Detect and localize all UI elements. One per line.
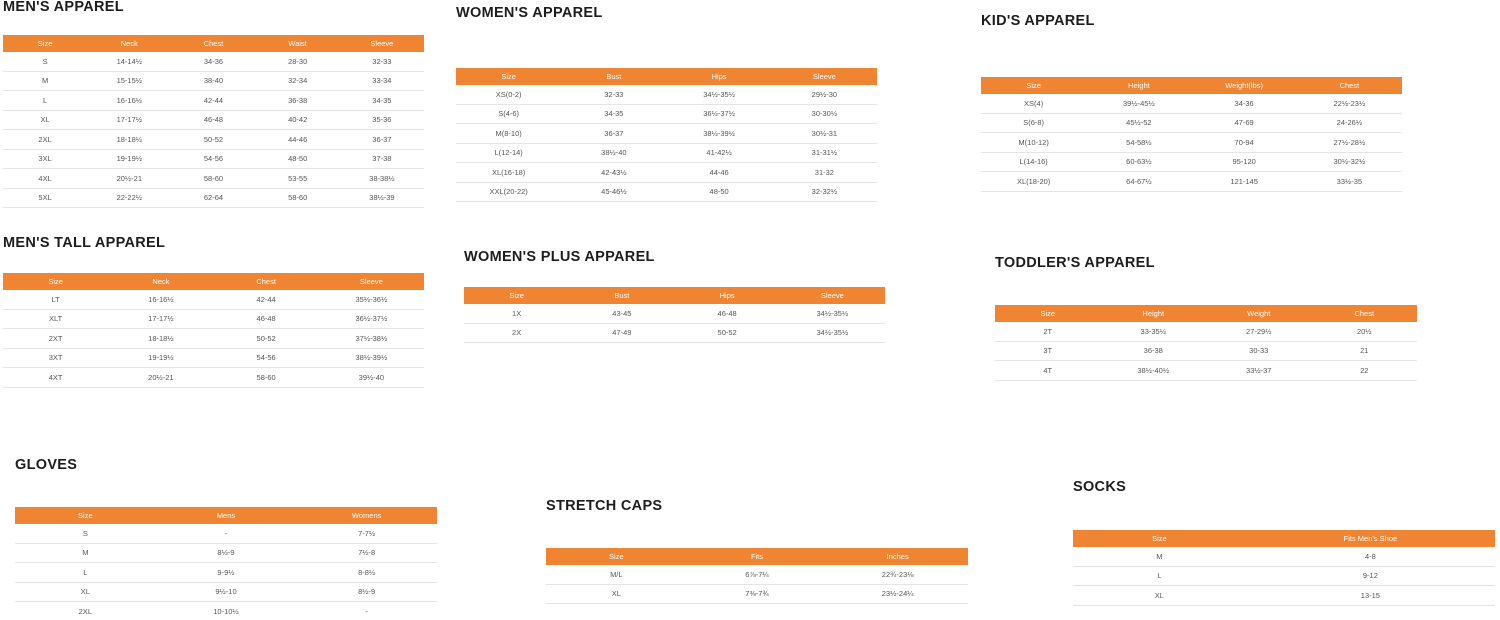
table-cell: 4XT [3, 368, 108, 388]
table-cell: 36½-37½ [667, 104, 772, 124]
table-cell: 21 [1312, 341, 1418, 361]
table-cell: 17-17½ [87, 110, 171, 130]
table-cell: 1X [464, 304, 569, 323]
column-header: Size [981, 77, 1086, 94]
table-cell: S(6-8) [981, 113, 1086, 133]
table-cell: 9-9½ [156, 563, 297, 583]
table-cell: 9½-10 [156, 582, 297, 602]
section-title-socks: SOCKS [1073, 479, 1127, 495]
column-header: Sleeve [340, 35, 424, 52]
table-cell: 8½-9 [296, 582, 437, 602]
table-cell: 54-58½ [1086, 133, 1191, 153]
table-cell: 95-120 [1192, 152, 1297, 172]
header-row [3, 273, 424, 290]
table-cell: 33-34 [340, 71, 424, 91]
table-cell: XLT [3, 309, 108, 329]
column-header: Sleeve [780, 287, 885, 304]
table-row [1073, 566, 1495, 586]
table-cell: 32-33 [561, 85, 666, 104]
table-cell: 4T [995, 361, 1101, 381]
table-cell: 46-48 [675, 304, 780, 323]
section-title-womens-apparel: WOMEN'S APPAREL [456, 5, 603, 21]
table-cell: 3XL [3, 149, 87, 169]
table-cell: 35-36 [340, 110, 424, 130]
table-row [456, 104, 877, 124]
table-row [464, 323, 885, 343]
table-cell: 53-55 [256, 169, 340, 189]
table-cell: 34½-35½ [667, 85, 772, 104]
table-cell: 37-38 [340, 149, 424, 169]
column-header: Mens [156, 507, 297, 524]
toddlers-apparel-table [995, 305, 1417, 381]
table-cell: 38½-40 [561, 143, 666, 163]
table-row [546, 584, 968, 604]
table-row [3, 368, 424, 388]
table-cell: 33½-35 [1297, 172, 1402, 192]
table-cell: 34-35 [561, 104, 666, 124]
table-cell: 20½-21 [87, 169, 171, 189]
table-cell: 42-43½ [561, 163, 666, 183]
column-header: Height [1086, 77, 1191, 94]
table-row [3, 290, 424, 309]
table-cell: 48-50 [256, 149, 340, 169]
column-header: Hips [667, 68, 772, 85]
table-row [3, 309, 424, 329]
section-title-gloves: GLOVES [15, 457, 78, 473]
table-cell: XL [15, 582, 156, 602]
table-row [3, 329, 424, 349]
table-cell: 47-69 [1192, 113, 1297, 133]
table-cell: XL [546, 584, 687, 604]
table-cell: 48-50 [667, 182, 772, 202]
table-cell: 47-49 [569, 323, 674, 343]
table-row [456, 124, 877, 144]
table-row [456, 143, 877, 163]
table-cell: 2XT [3, 329, 108, 349]
table-row [15, 524, 437, 543]
table-row [15, 543, 437, 563]
header-row [3, 35, 424, 52]
table-cell: 3T [995, 341, 1101, 361]
table-cell: S [3, 52, 87, 71]
table-cell: 33-35½ [1101, 322, 1207, 341]
section-toddlers-apparel [995, 256, 1417, 381]
table-cell: 9-12 [1246, 566, 1495, 586]
table-row [3, 91, 424, 111]
table-cell: 46-48 [171, 110, 255, 130]
header-row [1073, 530, 1495, 547]
section-title-mens-apparel: MEN'S APPAREL [3, 0, 124, 15]
table-cell: L(14-16) [981, 152, 1086, 172]
column-header: Bust [561, 68, 666, 85]
table-cell: 19-19½ [87, 149, 171, 169]
column-header: Size [456, 68, 561, 85]
table-cell: 36-37 [561, 124, 666, 144]
table-cell: 36½-37½ [319, 309, 424, 329]
column-header: Hips [675, 287, 780, 304]
table-cell: XS(0-2) [456, 85, 561, 104]
table-cell: 20½-21 [108, 368, 213, 388]
table-row [981, 152, 1402, 172]
table-cell: 22½-23½ [1297, 94, 1402, 113]
table-row [995, 322, 1417, 341]
section-kids-apparel [981, 14, 1402, 192]
table-cell: 15-15½ [87, 71, 171, 91]
table-row [3, 348, 424, 368]
table-row [981, 113, 1402, 133]
section-womens-plus-apparel [464, 250, 885, 343]
table-cell: 13-15 [1246, 586, 1495, 606]
table-cell: 39½-45½ [1086, 94, 1191, 113]
table-cell: 7⅜-7¾ [687, 584, 828, 604]
table-cell: 36-38 [256, 91, 340, 111]
table-row [456, 163, 877, 183]
table-cell: 22 [1312, 361, 1418, 381]
table-row [995, 361, 1417, 381]
table-cell: 41-42½ [667, 143, 772, 163]
header-row [981, 77, 1402, 94]
column-header: Chest [171, 35, 255, 52]
table-cell: 50-52 [171, 130, 255, 150]
table-cell: 60-63½ [1086, 152, 1191, 172]
table-row [15, 602, 437, 620]
table-cell: XL(18-20) [981, 172, 1086, 192]
table-cell: 34½-35½ [780, 304, 885, 323]
section-mens-apparel [3, 0, 424, 208]
column-header: Size [15, 507, 156, 524]
table-cell: 2XL [15, 602, 156, 620]
table-cell: 70-94 [1192, 133, 1297, 153]
table-cell: - [156, 524, 297, 543]
table-cell: 58-60 [256, 188, 340, 208]
mens-tall-apparel-table [3, 273, 424, 388]
table-row [15, 582, 437, 602]
table-cell: - [296, 602, 437, 620]
table-row [546, 565, 968, 584]
table-row [995, 341, 1417, 361]
table-cell: 10-10½ [156, 602, 297, 620]
column-header: Size [3, 35, 87, 52]
column-header: Womens [296, 507, 437, 524]
table-cell: 24-26½ [1297, 113, 1402, 133]
table-cell: 4XL [3, 169, 87, 189]
table-row [3, 130, 424, 150]
table-cell: 30-33 [1206, 341, 1312, 361]
section-title-womens-plus-apparel: WOMEN'S PLUS APPAREL [464, 249, 655, 265]
stretch-caps-table [546, 548, 968, 604]
table-cell: 7½-8 [296, 543, 437, 563]
table-cell: 33½-37 [1206, 361, 1312, 381]
table-cell: 34-36 [1192, 94, 1297, 113]
kids-apparel-table [981, 77, 1402, 192]
table-cell: 30-30½ [772, 104, 877, 124]
table-cell: 31-31½ [772, 143, 877, 163]
table-cell: 8½-9 [156, 543, 297, 563]
table-cell: 45½-52 [1086, 113, 1191, 133]
column-header: Neck [108, 273, 213, 290]
table-cell: 30½-31 [772, 124, 877, 144]
table-row [464, 304, 885, 323]
table-cell: 23½-24¼ [827, 584, 968, 604]
table-row [3, 71, 424, 91]
header-row [456, 68, 877, 85]
table-cell: 46-48 [214, 309, 319, 329]
column-header: Fits Men's Shoe [1246, 530, 1495, 547]
table-cell: 3XT [3, 348, 108, 368]
section-title-toddlers-apparel: TODDLER'S APPAREL [995, 255, 1155, 271]
table-cell: 2XL [3, 130, 87, 150]
womens-plus-apparel-table [464, 287, 885, 343]
table-cell: 44-46 [256, 130, 340, 150]
table-cell: 22-22½ [87, 188, 171, 208]
table-cell: 38-40 [171, 71, 255, 91]
table-cell: XS(4) [981, 94, 1086, 113]
section-gloves [15, 458, 437, 620]
column-header: Size [3, 273, 108, 290]
column-header: Inches [827, 548, 968, 565]
table-cell: M(10-12) [981, 133, 1086, 153]
column-header: Chest [214, 273, 319, 290]
table-cell: 7-7½ [296, 524, 437, 543]
table-cell: 20½ [1312, 322, 1418, 341]
table-cell: XXL(20-22) [456, 182, 561, 202]
table-cell: 50-52 [214, 329, 319, 349]
section-title-stretch-caps: STRETCH CAPS [546, 498, 663, 514]
table-cell: 40-42 [256, 110, 340, 130]
table-cell: 27½-28½ [1297, 133, 1402, 153]
table-cell: 36-37 [340, 130, 424, 150]
table-cell: 34½-35½ [780, 323, 885, 343]
table-cell: 42-44 [214, 290, 319, 309]
table-row [3, 52, 424, 71]
table-cell: 54-56 [171, 149, 255, 169]
table-cell: 58-60 [214, 368, 319, 388]
table-cell: 34-36 [171, 52, 255, 71]
table-cell: XL(16-18) [456, 163, 561, 183]
table-row [981, 172, 1402, 192]
table-cell: 29½-30 [772, 85, 877, 104]
table-row [3, 169, 424, 189]
table-cell: 16-16½ [87, 91, 171, 111]
womens-apparel-table [456, 68, 877, 202]
table-cell: 5XL [3, 188, 87, 208]
table-cell: L [1073, 566, 1246, 586]
table-cell: XL [3, 110, 87, 130]
table-cell: 62-64 [171, 188, 255, 208]
gloves-table [15, 507, 437, 620]
section-title-kids-apparel: KID'S APPAREL [981, 13, 1095, 29]
table-cell: 8-8½ [296, 563, 437, 583]
table-cell: L [15, 563, 156, 583]
column-header: Size [464, 287, 569, 304]
table-cell: 31-32 [772, 163, 877, 183]
section-womens-apparel [456, 6, 877, 202]
section-stretch-caps [546, 499, 968, 604]
table-cell: M(8-10) [456, 124, 561, 144]
column-header: Sleeve [319, 273, 424, 290]
column-header: Waist [256, 35, 340, 52]
table-cell: 42-44 [171, 91, 255, 111]
socks-table [1073, 530, 1495, 606]
column-header: Size [995, 305, 1101, 322]
table-cell: 27-29½ [1206, 322, 1312, 341]
table-cell: M [3, 71, 87, 91]
table-cell: 32-34 [256, 71, 340, 91]
mens-apparel-table [3, 35, 424, 208]
table-row [1073, 586, 1495, 606]
table-row [456, 182, 877, 202]
table-cell: 36-38 [1101, 341, 1207, 361]
column-header: Height [1101, 305, 1207, 322]
table-cell: LT [3, 290, 108, 309]
header-row [15, 507, 437, 524]
table-cell: 35½-36½ [319, 290, 424, 309]
table-cell: 2T [995, 322, 1101, 341]
table-row [15, 563, 437, 583]
table-cell: 38½-39 [340, 188, 424, 208]
table-cell: 38½-39½ [319, 348, 424, 368]
header-row [995, 305, 1417, 322]
table-row [3, 188, 424, 208]
table-cell: 4-8 [1246, 547, 1495, 566]
table-cell: 32-33 [340, 52, 424, 71]
section-title-mens-tall-apparel: MEN'S TALL APPAREL [3, 235, 166, 251]
column-header: Sleeve [772, 68, 877, 85]
table-cell: L [3, 91, 87, 111]
table-cell: 6⅞-7¼ [687, 565, 828, 584]
table-cell: 54-56 [214, 348, 319, 368]
table-cell: M [15, 543, 156, 563]
table-cell: 37½-38½ [319, 329, 424, 349]
table-cell: 64-67½ [1086, 172, 1191, 192]
column-header: Size [1073, 530, 1246, 547]
table-row [1073, 547, 1495, 566]
column-header: Fits [687, 548, 828, 565]
table-cell: 38-38½ [340, 169, 424, 189]
table-cell: 14-14½ [87, 52, 171, 71]
table-cell: 38½-40½ [1101, 361, 1207, 381]
table-row [3, 149, 424, 169]
table-cell: 45-46½ [561, 182, 666, 202]
section-mens-tall-apparel [3, 236, 424, 388]
table-cell: S(4-6) [456, 104, 561, 124]
table-cell: 18-18½ [87, 130, 171, 150]
table-cell: 121-145 [1192, 172, 1297, 192]
table-cell: 30½-32½ [1297, 152, 1402, 172]
table-cell: 2X [464, 323, 569, 343]
header-row [464, 287, 885, 304]
table-cell: 44-46 [667, 163, 772, 183]
column-header: Weight(lbs) [1192, 77, 1297, 94]
column-header: Chest [1312, 305, 1418, 322]
table-cell: 18-18½ [108, 329, 213, 349]
table-row [3, 110, 424, 130]
column-header: Weight [1206, 305, 1312, 322]
table-cell: 50-52 [675, 323, 780, 343]
table-cell: 43-45 [569, 304, 674, 323]
column-header: Bust [569, 287, 674, 304]
table-cell: XL [1073, 586, 1246, 606]
table-cell: 22¾-23⅛ [827, 565, 968, 584]
table-cell: 34-35 [340, 91, 424, 111]
table-cell: 38½-39½ [667, 124, 772, 144]
table-cell: 32-32½ [772, 182, 877, 202]
table-row [456, 85, 877, 104]
section-socks [1073, 480, 1495, 606]
table-cell: 28-30 [256, 52, 340, 71]
table-cell: L(12-14) [456, 143, 561, 163]
column-header: Neck [87, 35, 171, 52]
table-cell: 17-17½ [108, 309, 213, 329]
header-row [546, 548, 968, 565]
table-cell: 19-19½ [108, 348, 213, 368]
table-cell: 58-60 [171, 169, 255, 189]
table-cell: S [15, 524, 156, 543]
table-row [981, 94, 1402, 113]
table-cell: M [1073, 547, 1246, 566]
column-header: Chest [1297, 77, 1402, 94]
column-header: Size [546, 548, 687, 565]
table-cell: M/L [546, 565, 687, 584]
table-row [981, 133, 1402, 153]
table-cell: 16-16½ [108, 290, 213, 309]
table-cell: 39½-40 [319, 368, 424, 388]
